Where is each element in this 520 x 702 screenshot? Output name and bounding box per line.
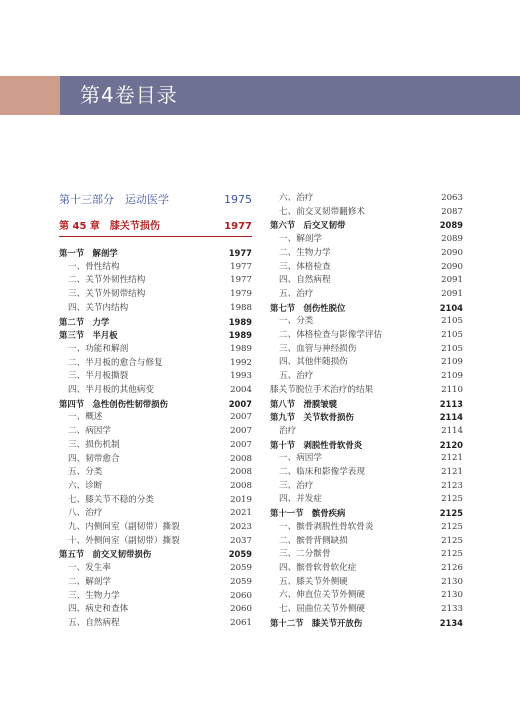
toc-entry-title: 第九节 关节软骨损伤 xyxy=(270,412,354,423)
toc-entry-page: 2089 xyxy=(439,220,463,231)
toc-entry-page: 2089 xyxy=(441,234,463,245)
toc-entry-title: 三、关节外韧带结构 xyxy=(68,289,146,300)
toc-entry-page: 2019 xyxy=(230,494,252,505)
toc-entry-page: 2087 xyxy=(441,206,463,217)
toc-entry-page: 2125 xyxy=(441,549,463,560)
toc-item[interactable] xyxy=(270,492,463,506)
toc-section[interactable] xyxy=(59,315,252,329)
toc-entry-page: 2133 xyxy=(441,604,463,614)
toc-entry-page: 1988 xyxy=(230,302,252,313)
toc-entry-page: 2037 xyxy=(230,535,252,546)
toc-entry-page: 2113 xyxy=(439,398,463,409)
toc-entry-title: 第二节 力学 xyxy=(59,316,110,327)
toc-item[interactable] xyxy=(270,342,463,356)
toc-entry-title: 三、体格检查 xyxy=(279,261,331,272)
toc-entry-page: 2123 xyxy=(441,480,463,491)
toc-entry-page: 2059 xyxy=(230,563,252,574)
toc-entry-page: 2007 xyxy=(228,398,252,409)
toc-entry-title: 第十二节 膝关节开放伤 xyxy=(270,617,363,628)
toc-entry-page: 2061 xyxy=(230,617,252,628)
toc-entry-page: 2021 xyxy=(230,508,252,519)
toc-entry-page: 2125 xyxy=(441,494,463,505)
toc-item[interactable] xyxy=(270,273,463,287)
toc-item[interactable] xyxy=(59,616,252,630)
toc-entry-page: 2126 xyxy=(441,562,463,573)
toc-item[interactable] xyxy=(59,438,252,452)
toc-section[interactable] xyxy=(59,328,252,342)
toc-entry-title: 六、伸直位关节外侧硬 xyxy=(279,590,365,601)
volume-banner xyxy=(0,76,520,115)
toc-entry-page: 2023 xyxy=(230,522,252,532)
toc-item[interactable] xyxy=(59,273,252,287)
toc-entry-page: 2130 xyxy=(441,590,463,601)
toc-entry-title: 一、功能和解剖 xyxy=(68,343,129,354)
toc-item[interactable] xyxy=(59,410,252,424)
toc-item[interactable] xyxy=(270,355,463,369)
toc-entry-page: 2090 xyxy=(441,247,463,258)
toc-section[interactable] xyxy=(270,410,463,424)
toc-entry-title: 第四节 急性创伤性韧带损伤 xyxy=(59,398,168,409)
toc-entry-title: 四、半月板的其他病变 xyxy=(68,385,154,395)
toc-entry-title: 四、髌骨软骨软化症 xyxy=(279,562,357,573)
toc-entry-page: 2121 xyxy=(441,453,463,464)
toc-item[interactable] xyxy=(59,369,252,383)
toc-item[interactable] xyxy=(270,424,463,438)
toc-item[interactable] xyxy=(270,314,463,328)
toc-item[interactable] xyxy=(270,232,463,246)
toc-entry-title: 四、自然病程 xyxy=(279,275,331,286)
toc-item[interactable] xyxy=(59,534,252,548)
toc-entry-title: 三、生物力学 xyxy=(68,590,120,601)
toc-entry-title: 八、治疗 xyxy=(68,508,103,519)
toc-entry-title: 三、半月板撕裂 xyxy=(68,371,129,382)
toc-entry-page: 1992 xyxy=(230,357,252,368)
toc-entry-page: 1989 xyxy=(228,316,252,327)
toc-item[interactable] xyxy=(59,452,252,466)
toc-entry-page: 2130 xyxy=(441,576,463,587)
toc-entry-page: 2114 xyxy=(441,425,463,436)
toc-entry-title: 四、病史和查体 xyxy=(68,604,129,615)
toc-entry-title: 第六节 后交叉韧带 xyxy=(270,220,346,231)
toc-entry-title: 第一节 解剖学 xyxy=(59,248,118,258)
toc-entry-title: 五、治疗 xyxy=(279,288,314,299)
part-heading[interactable] xyxy=(59,192,252,208)
toc-entry-title: 五、治疗 xyxy=(279,371,314,382)
toc-item[interactable] xyxy=(270,205,463,219)
toc-entry-page: 2007 xyxy=(230,426,252,437)
toc-entry-title: 一、骨性结构 xyxy=(68,261,120,272)
part-label: 第十三部分 运动医学 xyxy=(59,193,169,206)
toc-entry-title: 二、体格检查与影像学评估 xyxy=(279,330,383,340)
toc-entry-page: 2110 xyxy=(441,384,463,395)
toc-entry-title: 一、髌骨剥脱性骨软骨炎 xyxy=(279,521,374,532)
toc-entry-page: 2104 xyxy=(439,302,463,313)
toc-item[interactable] xyxy=(59,356,252,370)
toc-item[interactable] xyxy=(270,287,463,301)
toc-item[interactable] xyxy=(270,588,463,602)
toc-entry-page: 2109 xyxy=(441,357,463,368)
toc-entry-page: 2121 xyxy=(441,467,463,477)
toc-section[interactable] xyxy=(270,397,463,411)
toc-entry-title: 五、自然病程 xyxy=(68,617,120,628)
toc-entry-title: 一、病因学 xyxy=(279,453,322,464)
toc-section[interactable] xyxy=(270,301,463,315)
toc-entry-page: 2090 xyxy=(441,261,463,272)
toc-item[interactable] xyxy=(59,589,252,603)
toc-item[interactable] xyxy=(270,369,463,383)
toc-entry-title: 二、病因学 xyxy=(68,426,111,437)
toc-entry-page: 2059 xyxy=(228,549,252,560)
toc-item[interactable] xyxy=(59,506,252,520)
toc-entry-page: 1979 xyxy=(230,289,252,300)
toc-entry-title: 二、生物力学 xyxy=(279,247,331,258)
toc-item[interactable] xyxy=(59,493,252,507)
toc-section[interactable] xyxy=(270,438,463,452)
toc-entry-title: 一、概述 xyxy=(68,412,103,423)
toc-entry-title: 二、临床和影像学表现 xyxy=(279,467,365,477)
toc-entry-title: 十、外侧间室（副韧带）撕裂 xyxy=(68,535,180,546)
toc-entry-page: 2091 xyxy=(441,288,463,299)
banner-accent-tab xyxy=(0,76,60,115)
toc-entry-title: 第八节 滑膜皱襞 xyxy=(270,398,337,409)
chapter-page: 1977 xyxy=(224,221,252,232)
toc-item[interactable] xyxy=(270,520,463,534)
toc-item[interactable] xyxy=(270,383,463,397)
toc-entry-title: 三、治疗 xyxy=(279,480,314,491)
part-page: 1975 xyxy=(224,193,252,206)
toc-entry-title: 五、分类 xyxy=(68,467,103,478)
chapter-heading[interactable] xyxy=(59,219,252,235)
toc-entry-page: 2007 xyxy=(230,439,252,450)
toc-entry-title: 四、韧带愈合 xyxy=(68,453,120,464)
toc-entry-page: 2063 xyxy=(441,193,463,203)
toc-entry-page: 2105 xyxy=(441,343,463,354)
toc-entry-page: 2125 xyxy=(439,508,463,519)
toc-entry-title: 七、膝关节不稳的分类 xyxy=(68,494,154,505)
toc-entry-page: 2125 xyxy=(441,521,463,532)
toc-entry-title: 二、半月板的愈合与修复 xyxy=(68,357,163,368)
toc-entry-page: 1977 xyxy=(230,275,252,286)
toc-item[interactable] xyxy=(59,424,252,438)
toc-entry-page: 2060 xyxy=(230,604,252,615)
toc-entry-page: 2114 xyxy=(439,412,463,423)
toc-item[interactable] xyxy=(270,602,463,616)
toc-item[interactable] xyxy=(270,479,463,493)
volume-title: 第4卷目录 xyxy=(80,83,178,107)
toc-item[interactable] xyxy=(59,383,252,397)
toc-item[interactable] xyxy=(59,301,252,315)
toc-entry-page: 1989 xyxy=(228,330,252,341)
toc-entry-title: 三、血管与神经损伤 xyxy=(279,343,357,354)
toc-entry-page: 2004 xyxy=(230,385,252,395)
toc-entry-page: 2007 xyxy=(230,412,252,423)
toc-entry-page: 2091 xyxy=(441,275,463,286)
toc-entry-page: 2125 xyxy=(441,535,463,546)
toc-item[interactable] xyxy=(59,561,252,575)
toc-item[interactable] xyxy=(270,561,463,575)
toc-entry-title: 五、膝关节外侧硬 xyxy=(279,576,348,587)
toc-item[interactable] xyxy=(270,451,463,465)
toc-item[interactable] xyxy=(59,287,252,301)
toc-item[interactable] xyxy=(270,246,463,260)
toc-section[interactable] xyxy=(270,506,463,520)
toc-entry-title: 第三节 半月板 xyxy=(59,330,118,341)
toc-entry-page: 2105 xyxy=(441,316,463,327)
toc-entry-title: 三、损伤机制 xyxy=(68,439,120,450)
toc-entry-title: 四、关节内结构 xyxy=(68,302,129,313)
toc-entry-page: 2060 xyxy=(230,590,252,601)
toc-item[interactable] xyxy=(59,520,252,534)
toc-entry-title: 九、内侧间室（副韧带）撕裂 xyxy=(68,522,180,532)
toc-entry-title: 第十节 剥脱性骨软骨炎 xyxy=(270,439,363,450)
toc-item[interactable] xyxy=(59,260,252,274)
toc-entry-title: 七、前交叉韧带翻修术 xyxy=(279,206,365,217)
toc-entry-title: 七、屈曲位关节外侧硬 xyxy=(279,604,365,614)
toc-entry-title: 第五节 前交叉韧带损伤 xyxy=(59,549,152,560)
toc-entry-title: 二、解剖学 xyxy=(68,576,111,587)
toc-item[interactable] xyxy=(59,342,252,356)
toc-entry-page: 2109 xyxy=(441,371,463,382)
toc-entry-title: 第十一节 髌骨疾病 xyxy=(270,508,346,519)
toc-section[interactable] xyxy=(59,397,252,411)
toc-section[interactable] xyxy=(59,547,252,561)
toc-entry-title: 膝关节脱位手术治疗的结果 xyxy=(270,384,374,395)
toc-entry-title: 一、发生率 xyxy=(68,563,111,574)
toc-entry-page: 2120 xyxy=(439,439,463,450)
toc-entry-title: 四、其他伴随损伤 xyxy=(279,357,348,368)
chapter-divider xyxy=(59,236,252,237)
toc-entry-title: 一、解剖学 xyxy=(279,234,322,245)
toc-entry-page: 2008 xyxy=(230,480,252,491)
toc-entry-page: 2059 xyxy=(230,576,252,587)
toc-item[interactable] xyxy=(270,191,463,205)
toc-entry-title: 三、二分髌骨 xyxy=(279,549,331,560)
toc-entry-page: 2105 xyxy=(441,330,463,340)
toc-entry-title: 二、关节外韧性结构 xyxy=(68,275,146,286)
toc-section[interactable] xyxy=(59,246,252,260)
toc-entry-page: 1977 xyxy=(228,248,252,258)
toc-item[interactable] xyxy=(59,465,252,479)
toc-item[interactable] xyxy=(270,328,463,342)
toc-item[interactable] xyxy=(270,547,463,561)
toc-item[interactable] xyxy=(270,534,463,548)
chapter-label: 第 45 章 膝关节损伤 xyxy=(59,221,160,232)
toc-entry-title: 第七节 创伤性脱位 xyxy=(270,302,346,313)
toc-entry-title: 治疗 xyxy=(279,425,297,436)
toc-item[interactable] xyxy=(270,465,463,479)
toc-item[interactable] xyxy=(59,575,252,589)
toc-section[interactable] xyxy=(270,218,463,232)
toc-entry-page: 2008 xyxy=(230,467,252,478)
toc-item[interactable] xyxy=(270,260,463,274)
toc-entry-page: 1977 xyxy=(230,261,252,272)
toc-section[interactable] xyxy=(270,616,463,630)
toc-entry-title: 六、诊断 xyxy=(68,480,103,491)
toc-item[interactable] xyxy=(59,602,252,616)
toc-item[interactable] xyxy=(270,575,463,589)
toc-entry-page: 1989 xyxy=(230,343,252,354)
toc-entry-title: 二、髌骨背侧缺损 xyxy=(279,535,348,546)
toc-entry-title: 一、分类 xyxy=(279,316,314,327)
toc-entry-page: 2134 xyxy=(439,617,463,628)
toc-entry-page: 2008 xyxy=(230,453,252,464)
toc-entry-title: 六、治疗 xyxy=(279,193,314,203)
toc-entry-title: 四、并发症 xyxy=(279,494,322,505)
toc-item[interactable] xyxy=(59,479,252,493)
toc-entry-page: 1993 xyxy=(230,371,252,382)
